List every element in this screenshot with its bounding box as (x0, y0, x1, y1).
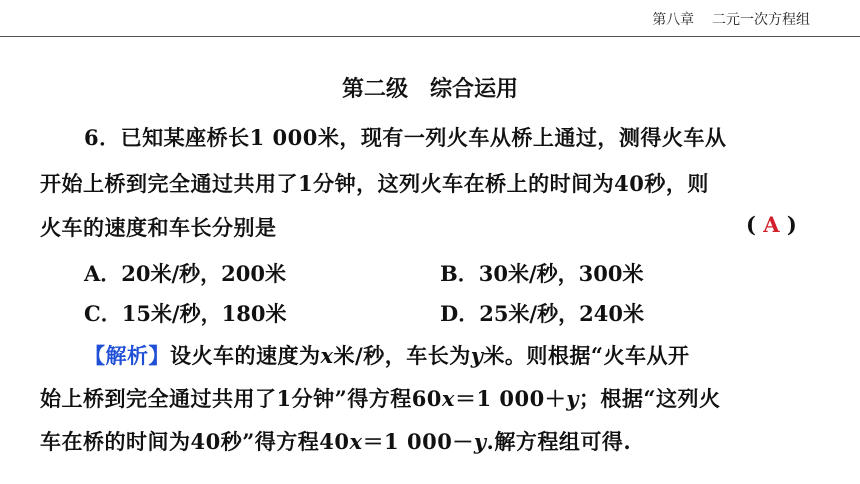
answer-close-paren: ) (786, 212, 797, 237)
analysis-text: ；根据“这列火 (578, 386, 721, 411)
analysis-text: ＝1 000－ (362, 429, 474, 454)
analysis-line-3 (40, 426, 631, 456)
option-b: B．30米/秒，300米 (440, 261, 644, 286)
question-line-2: 开始上桥到完全通过共用了1分钟，这列火车在桥上的时间为40秒，则 (40, 171, 709, 196)
question-line-1: 6．已知某座桥长1 000米，现有一列火车从桥上通过，测得火车从 (84, 125, 727, 150)
variable-y: y (566, 386, 579, 411)
answer-bracket (746, 212, 797, 237)
header-topic: 二元一次方程组 (712, 12, 810, 28)
variable-x: x (320, 343, 334, 368)
analysis-text: .解方程组可得. (486, 429, 632, 454)
variable-y: y (470, 343, 484, 368)
header-divider (0, 36, 860, 37)
option-a: A．20米/秒，200米 (84, 261, 287, 286)
variable-y: y (473, 429, 487, 454)
header-chapter-title (652, 9, 810, 29)
analysis-text: 设火车的速度为 (170, 343, 321, 368)
answer-letter: A (763, 212, 780, 237)
analysis-tag: 【解析】 (84, 343, 170, 368)
variable-x: x (441, 386, 455, 411)
variable-x: x (349, 429, 363, 454)
header-chapter: 第八章 (652, 12, 695, 28)
option-d: D．25米/秒，240米 (440, 301, 644, 326)
option-c: C．15米/秒，180米 (84, 301, 287, 326)
section-title: 第二级 综合运用 (341, 76, 518, 102)
question-line-3: 火车的速度和车长分别是 (40, 215, 277, 240)
analysis-text: ＝1 000＋ (454, 386, 567, 411)
answer-open-paren: ( (746, 212, 756, 237)
analysis-text: 米。则根据“火车从开 (483, 343, 690, 368)
analysis-line-2 (40, 383, 721, 413)
analysis-text: 车在桥的时间为40秒”得方程40 (40, 429, 350, 454)
analysis-text: 始上桥到完全通过共用了1分钟”得方程60 (40, 386, 442, 411)
analysis-text: 米/秒，车长为 (333, 343, 471, 368)
page-header (0, 0, 860, 34)
analysis-line-1 (84, 340, 690, 370)
